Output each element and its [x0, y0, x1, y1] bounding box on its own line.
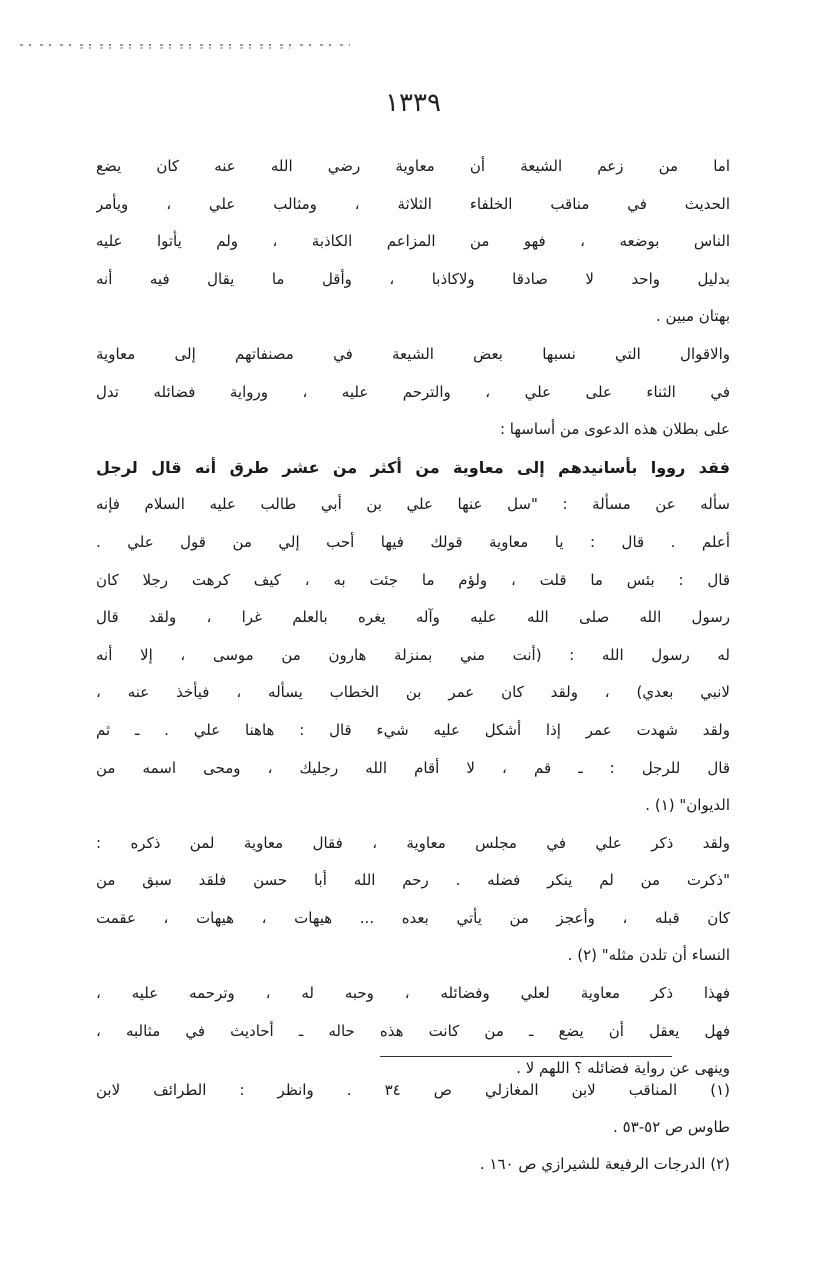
text-line: وينهى عن رواية فضائله ؟ اللهم لا . [516, 1059, 730, 1078]
text-line: قال للرجل : ـ قم ، لا أقام الله رجليك ، ومحى اسمه من [96, 758, 730, 777]
scan-artifact-line [20, 44, 350, 46]
text-line: بهتان مبين . [655, 307, 730, 326]
text-line: الحديث في مناقب الخلفاء الثلاثة ، ومثالب علي ، ويأمر [96, 194, 730, 213]
text-line: والاقوال التي نسبها بعض الشيعة في مصنفاتهم إلى معاوية [96, 344, 730, 363]
text-line: ولقد ذكر علي في مجلس معاوية ، فقال معاوية لمن ذكره : [96, 833, 730, 852]
text-line: "ذكرت من لم ينكر فضله . رحم الله أبا حسن فلقد سبق من [96, 871, 730, 890]
text-line: فقد رووا بأسانيدهم إلى معاوية من أكثر من عشر طرق أنه قال لرجل [96, 457, 730, 477]
footnote-line: (١) المناقب لابن المغازلي ص ٣٤ . وانظر : الطرائف لابن [96, 1081, 730, 1099]
text-line: لانبي بعدي) ، ولقد كان عمر بن الخطاب يسأله ، فيأخذ عنه ، [96, 683, 730, 702]
main-text [96, 148, 730, 1088]
text-line: فهذا ذكر معاوية لعلي وفضائله ، وحبه له ، وترحمه عليه ، [96, 984, 730, 1003]
text-line: النساء أن تلدن مثله" (٢) . [567, 946, 730, 965]
text-line: في الثناء على علي ، والترحم عليه ، ورواية فضائله تدل [96, 382, 730, 401]
text-line: له رسول الله : (أنت مني بمنزلة هارون من موسى ، إلا أنه [96, 645, 730, 664]
text-line: رسول الله صلى الله عليه وآله يغره بالعلم غرا ، ولقد قال [96, 608, 730, 627]
text-line: أعلم . قال : يا معاوية قولك فيها أحب إلي من قول علي . [96, 532, 730, 551]
page-number: ١٣٣٩ [385, 88, 441, 118]
text-line: ولقد شهدت عمر إذا أشكل عليه شيء قال : هاهنا علي . ـ ثم [96, 720, 730, 739]
text-line: اما من زعم الشيعة أن معاوية رضي الله عنه كان يضع [96, 157, 730, 175]
text-line: كان قبله ، وأعجز من يأتي بعده ... هيهات ، هيهات ، عقمت [96, 908, 730, 927]
text-line: سأله عن مسألة : "سل عنها علي بن أبي طالب عليه السلام فإنه [96, 495, 730, 514]
text-line: قال : بئس ما قلت ، ولؤم ما جئت به ، كيف كرهت رجلا كان [96, 570, 730, 589]
text-line: الديوان" (١) . [645, 796, 730, 815]
footnote-divider [380, 1056, 672, 1057]
text-line: فهل يعقل أن يضع ـ من كانت هذه حاله ـ أحاديث في مثالبه ، [96, 1021, 730, 1040]
scan-artifact-line [80, 47, 290, 49]
text-line: بدليل واحد لا صادقا ولاكاذبا ، وأقل ما يقال فيه أنه [96, 269, 730, 288]
footnote-line: (٢) الدرجات الرفيعة للشيرازي ص ١٦٠ . [479, 1155, 730, 1173]
footnotes [96, 1072, 730, 1183]
text-line: على بطلان هذه الدعوى من أساسها : [499, 420, 730, 439]
text-line: الناس بوضعه ، فهو من المزاعم الكاذبة ، ولم يأتوا عليه [96, 232, 730, 251]
footnote-line: طاوس ص ٥٢-٥٣ . [613, 1118, 730, 1136]
